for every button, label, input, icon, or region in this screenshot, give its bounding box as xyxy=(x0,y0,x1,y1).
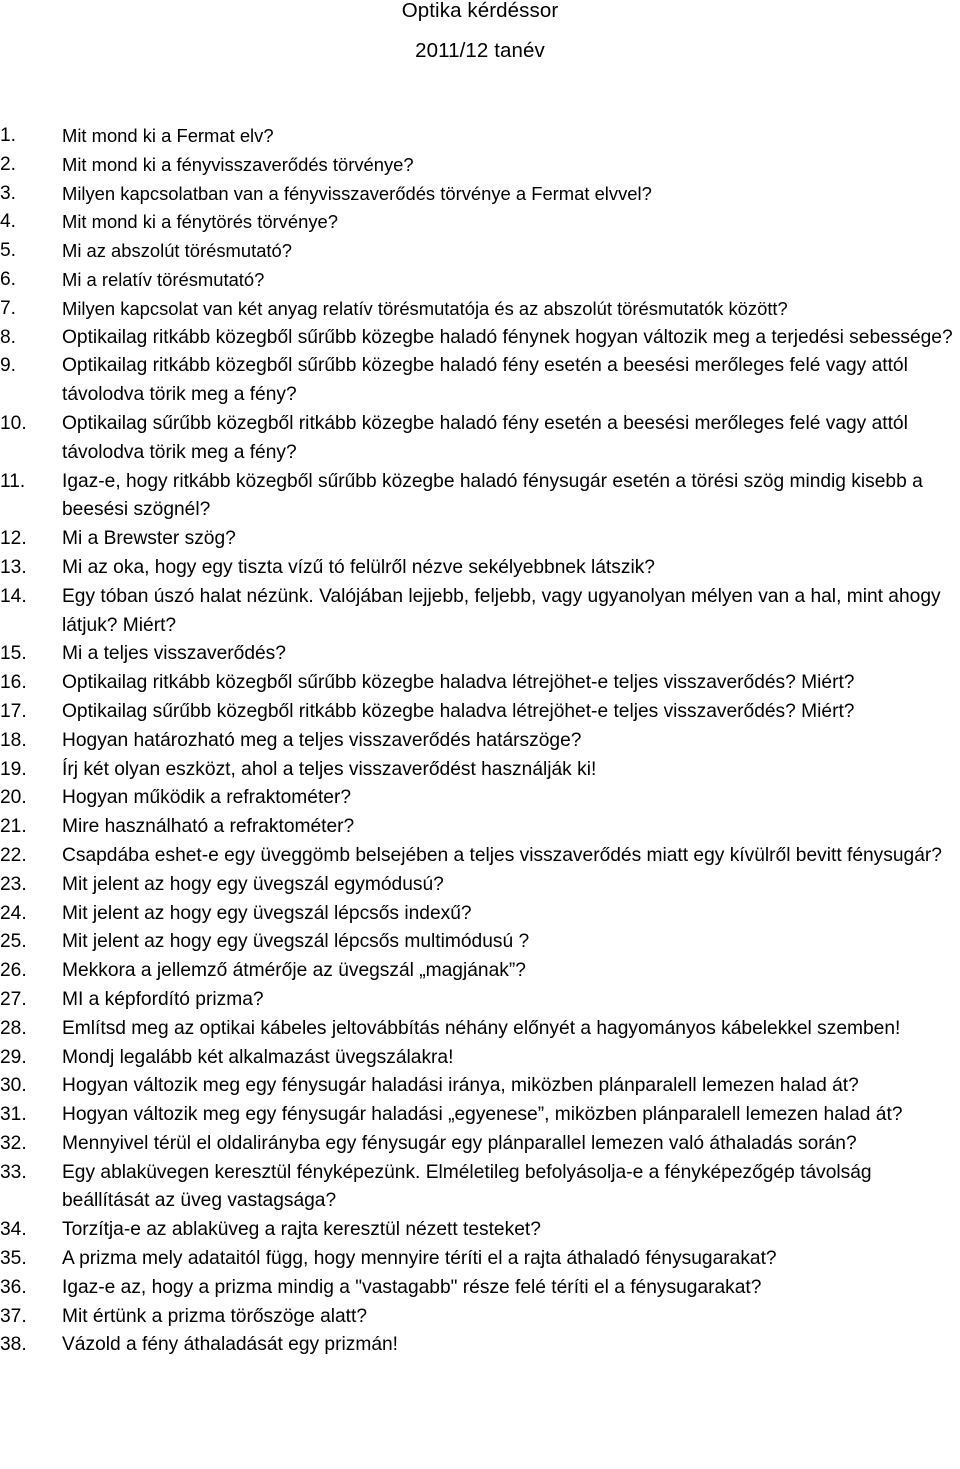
question-item xyxy=(0,180,960,209)
question-number: 14. xyxy=(0,585,27,607)
question-number: 32. xyxy=(0,1132,27,1154)
question-text: Mondj legalább két alkalmazást üvegszálakra! xyxy=(62,1046,454,1068)
question-text: Optikailag sűrűbb közegből ritkább közegbe haladva létrejöhet-e teljes visszaverődés? Miért? xyxy=(62,700,855,722)
question-text: Egy tóban úszó halat nézünk. Valójában lejjebb, feljebb, vagy ugyanolyan mélyen van a hal, mint ahogy látjuk? Miért? xyxy=(62,585,941,636)
question-item xyxy=(0,957,960,986)
question-number: 28. xyxy=(0,1017,27,1039)
question-text: Mit mond ki a Fermat elv? xyxy=(62,125,274,146)
question-text: Csapdába eshet-e egy üveggömb belsejében a teljes visszaverődés miatt egy kívülről bevitt fénysugár? xyxy=(62,844,942,866)
question-text: Mit mond ki a fénytörés törvénye? xyxy=(62,211,338,233)
question-text: Optikailag ritkább közegből sűrűbb közegbe haladó fénynek hogyan változik meg a terjedési sebessége? xyxy=(62,326,953,348)
question-item xyxy=(0,928,960,957)
question-text: Vázold a fény áthaladását egy prizmán! xyxy=(62,1334,398,1356)
question-text: Hogyan működik a refraktométer? xyxy=(62,787,352,809)
question-number: 9. xyxy=(0,355,17,377)
question-number: 12. xyxy=(0,528,27,550)
question-text: Mi a teljes visszaverődés? xyxy=(62,643,286,665)
document-title: Optika kérdéssor xyxy=(401,0,559,22)
question-number: 20. xyxy=(0,787,27,809)
question-item xyxy=(0,1015,960,1044)
question-number: 10. xyxy=(0,412,27,434)
question-item xyxy=(0,1274,960,1303)
question-item xyxy=(0,324,960,353)
question-item xyxy=(0,468,960,526)
question-item xyxy=(0,986,960,1015)
question-number: 36. xyxy=(0,1276,27,1298)
question-item xyxy=(0,295,960,324)
question-item xyxy=(0,727,960,756)
question-item xyxy=(0,669,960,698)
question-number: 16. xyxy=(0,672,27,694)
question-item xyxy=(0,1101,960,1130)
question-text: Mi a relatív törésmutató? xyxy=(62,268,265,290)
question-item xyxy=(0,1072,960,1101)
question-number: 26. xyxy=(0,960,27,982)
question-number: 18. xyxy=(0,729,27,751)
question-number: 35. xyxy=(0,1248,27,1270)
question-number: 15. xyxy=(0,643,27,665)
question-number: 27. xyxy=(0,988,27,1010)
question-item xyxy=(0,1303,960,1332)
question-text: Hogyan változik meg egy fénysugár haladási „egyenese”, miközben plánparalell lemezen halad át? xyxy=(62,1104,903,1126)
question-item xyxy=(0,1130,960,1159)
question-item xyxy=(0,554,960,583)
question-text: Milyen kapcsolat van két anyag relatív törésmutatója és az abszolút törésmutatók között? xyxy=(62,297,788,319)
question-number: 34. xyxy=(0,1219,27,1241)
question-number: 31. xyxy=(0,1104,27,1126)
document-subtitle: 2011/12 tanév xyxy=(415,39,545,62)
question-item xyxy=(0,352,960,410)
question-text: Torzítja-e az ablaküveg a rajta keresztül nézett testeket? xyxy=(62,1219,541,1241)
question-item xyxy=(0,266,960,295)
question-number: 25. xyxy=(0,931,27,953)
question-number: 6. xyxy=(0,268,17,290)
question-item xyxy=(0,900,960,929)
question-item xyxy=(0,813,960,842)
question-number: 13. xyxy=(0,556,27,578)
question-text: Mi az abszolút törésmutató? xyxy=(62,240,292,262)
question-text: Igaz-e az, hogy a prizma mindig a "vastagabb" része felé téríti el a fénysugarakat? xyxy=(62,1276,762,1298)
question-text: Hogyan határozható meg a teljes visszaverődés határszöge? xyxy=(62,729,582,751)
question-text: Igaz-e, hogy ritkább közegből sűrűbb közegbe haladó fénysugár esetén a törési szög mindig kisebb a beesési szögnél? xyxy=(62,470,923,521)
question-item xyxy=(0,1216,960,1245)
question-text: Mire használható a refraktométer? xyxy=(62,816,355,838)
question-item xyxy=(0,698,960,727)
question-text: Hogyan változik meg egy fénysugár haladási iránya, miközben plánparalell lemezen halad át? xyxy=(62,1075,859,1097)
question-item xyxy=(0,1245,960,1274)
question-number: 24. xyxy=(0,902,27,924)
question-number: 11. xyxy=(0,470,26,492)
question-text: Mekkora a jellemző átmérője az üvegszál „magjának”? xyxy=(62,960,526,982)
question-text: Milyen kapcsolatban van a fényvisszaverődés törvénye a Fermat elvvel? xyxy=(62,182,652,204)
question-item xyxy=(0,1331,960,1360)
question-item xyxy=(0,640,960,669)
question-text: Mit mond ki a fényvisszaverődés törvénye? xyxy=(62,153,414,175)
question-text: Mit jelent az hogy egy üvegszál egymódusú? xyxy=(62,873,444,895)
question-item xyxy=(0,1159,960,1217)
question-item xyxy=(0,1044,960,1073)
question-item xyxy=(0,784,960,813)
question-item xyxy=(0,237,960,266)
question-text: Mit értünk a prizma törőszöge alatt? xyxy=(62,1305,368,1327)
question-item xyxy=(0,122,960,151)
question-number: 22. xyxy=(0,844,27,866)
question-text: Írj két olyan eszközt, ahol a teljes visszaverődést használják ki! xyxy=(62,758,597,780)
question-item xyxy=(0,410,960,468)
question-number: 21. xyxy=(0,816,27,838)
question-number: 2. xyxy=(0,153,17,175)
question-text: Említsd meg az optikai kábeles jeltovábbítás néhány előnyét a hagyományos kábelekkel szemben! xyxy=(62,1017,901,1039)
question-number: 23. xyxy=(0,873,27,895)
question-text: Mit jelent az hogy egy üvegszál lépcsős indexű? xyxy=(62,902,472,924)
question-number: 7. xyxy=(0,297,17,319)
question-number: 3. xyxy=(0,182,17,204)
question-text: Optikailag sűrűbb közegből ritkább közegbe haladó fény esetén a beesési merőleges felé vagy attól távolodva törik meg a fény? xyxy=(62,412,908,463)
question-text: Mit jelent az hogy egy üvegszál lépcsős multimódusú ? xyxy=(62,931,530,953)
question-number: 4. xyxy=(0,211,17,233)
question-text: Egy ablaküvegen keresztül fényképezünk. Elméletileg befolyásolja-e a fényképezőgép távolság beállítását az üveg vastagsága? xyxy=(62,1161,872,1212)
question-number: 37. xyxy=(0,1305,27,1327)
question-number: 33. xyxy=(0,1161,27,1183)
question-item xyxy=(0,525,960,554)
question-item xyxy=(0,842,960,871)
question-text: A prizma mely adataitól függ, hogy mennyire téríti el a rajta áthaladó fénysugarakat? xyxy=(62,1248,777,1270)
question-item xyxy=(0,208,960,237)
question-number: 38. xyxy=(0,1334,27,1356)
question-item xyxy=(0,151,960,180)
question-item xyxy=(0,871,960,900)
question-item xyxy=(0,583,960,641)
question-text: MI a képfordító prizma? xyxy=(62,988,264,1010)
question-number: 19. xyxy=(0,758,27,780)
question-number: 8. xyxy=(0,326,17,348)
question-text: Optikailag ritkább közegből sűrűbb közegbe haladva létrejöhet-e teljes visszaverődés? Miért? xyxy=(62,672,855,694)
question-item xyxy=(0,756,960,785)
question-number: 1. xyxy=(0,125,17,146)
question-number: 5. xyxy=(0,240,17,262)
question-number: 17. xyxy=(0,700,27,722)
question-number: 29. xyxy=(0,1046,27,1068)
question-number: 30. xyxy=(0,1075,27,1097)
question-list xyxy=(0,122,960,1360)
question-text: Mennyivel térül el oldalirányba egy fénysugár egy plánparallel lemezen való áthaladás során? xyxy=(62,1132,857,1154)
question-text: Mi az oka, hogy egy tiszta vízű tó felülről nézve sekélyebbnek látszik? xyxy=(62,556,655,578)
question-text: Optikailag ritkább közegből sűrűbb közegbe haladó fény esetén a beesési merőleges felé vagy attól távolodva törik meg a fény? xyxy=(62,355,908,406)
question-text: Mi a Brewster szög? xyxy=(62,528,236,550)
